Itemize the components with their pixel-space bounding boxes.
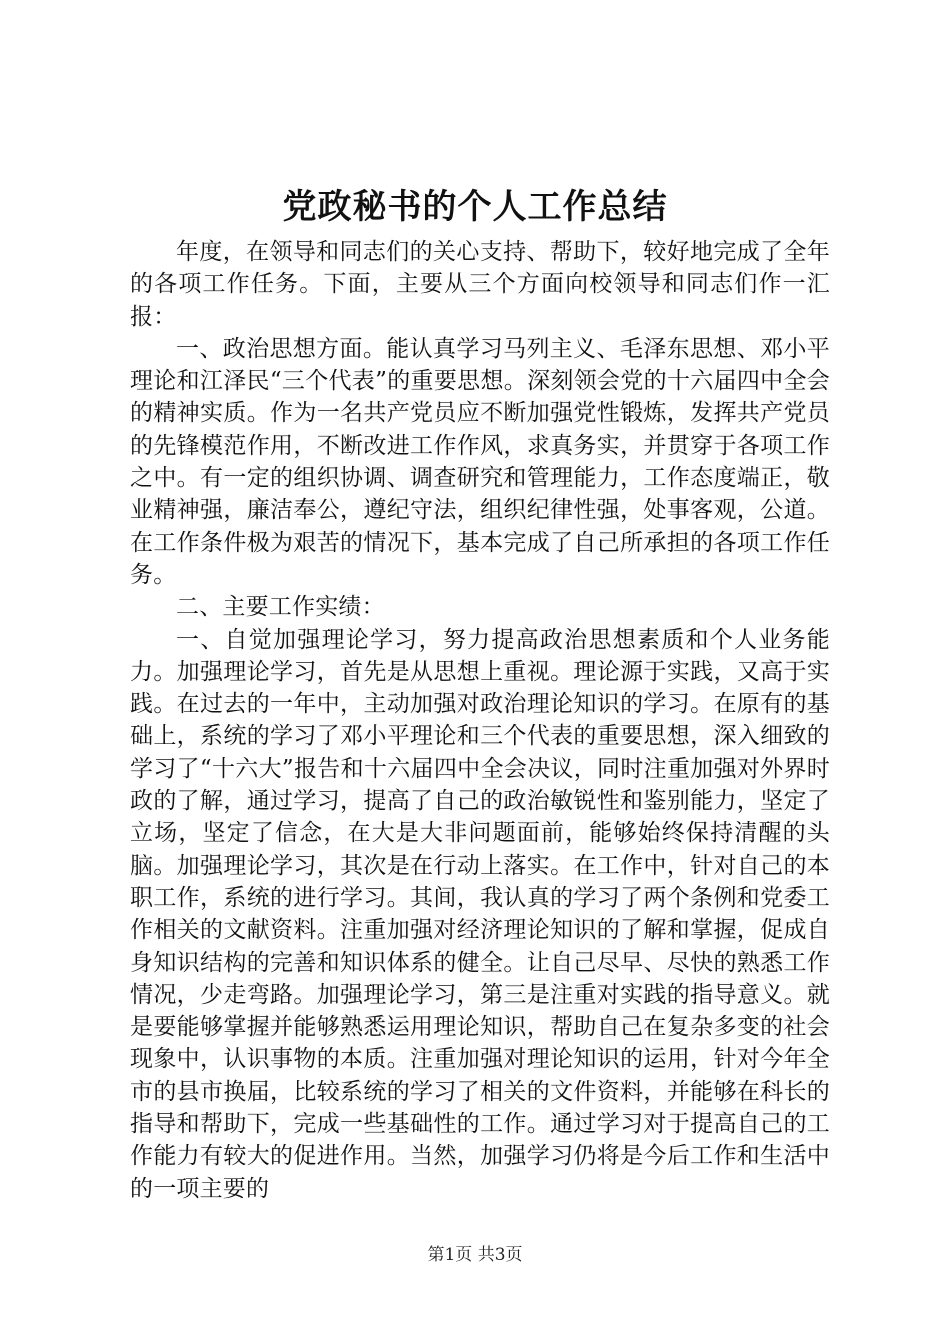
document-body (130, 236, 830, 1205)
page-number-footer: 第1页 共3页 (427, 1245, 523, 1265)
theory-study-paragraph: 一、自觉加强理论学习，努力提高政治思想素质和个人业务能力。加强理论学习，首先是从思想上重视。理论源于实践，又高于实践。在过去的一年中，主动加强对政治理论知识的学习。在原有的基础上，系统的学习了邓小平理论和三个代表的重要思想，深入细致的学习了“十六大”报告和十六届四中全会决议，同时注重加强对外界时政的了解，通过学习，提高了自己的政治敏锐性和鉴别能力，坚定了立场，坚定了信念，在大是大非问题面前，能够始终保持清醒的头脑。加强理论学习，其次是在行动上落实。在工作中，针对自己的本职工作，系统的进行学习。其间，我认真的学习了两个条例和党委工作相关的文献资料。注重加强对经济理论知识的了解和掌握，促成自身知识结构的完善和知识体系的健全。让自己尽早、尽快的熟悉工作情况，少走弯路。加强理论学习，第三是注重对实践的指导意义。就是要能够掌握并能够熟悉运用理论知识，帮助自己在复杂多变的社会现象中，认识事物的本质。注重加强对理论知识的运用，针对今年全市的县市换届，比较系统的学习了相关的文件资料，并能够在科长的指导和帮助下，完成一些基础性的工作。通过学习对于提高自己的工作能力有较大的促进作用。当然，加强学习仍将是今后工作和生活中的一项主要的 (130, 626, 830, 1202)
document-title: 党政秘书的个人工作总结 (282, 187, 668, 227)
intro-paragraph: 年度，在领导和同志们的关心支持、帮助下，较好地完成了全年的各项工作任务。下面，主要从三个方面向校领导和同志们作一汇报： (130, 239, 830, 330)
work-achievements-heading: 二、主要工作实绩： (176, 594, 385, 621)
political-thought-paragraph: 一、政治思想方面。能认真学习马列主义、毛泽东思想、邓小平理论和江泽民“三个代表”的重要思想。深刻领会党的十六届四中全会的精神实质。作为一名共产党员应不断加强党性锻炼，发挥共产党员的先锋模范作用，不断改进工作作风，求真务实，并贯穿于各项工作之中。有一定的组织协调、调查研究和管理能力，工作态度端正，敬业精神强，廉洁奉公，遵纪守法，组织纪律性强，处事客观，公道。在工作条件极为艰苦的情况下，基本完成了自己所承担的各项工作任务。 (130, 335, 830, 588)
